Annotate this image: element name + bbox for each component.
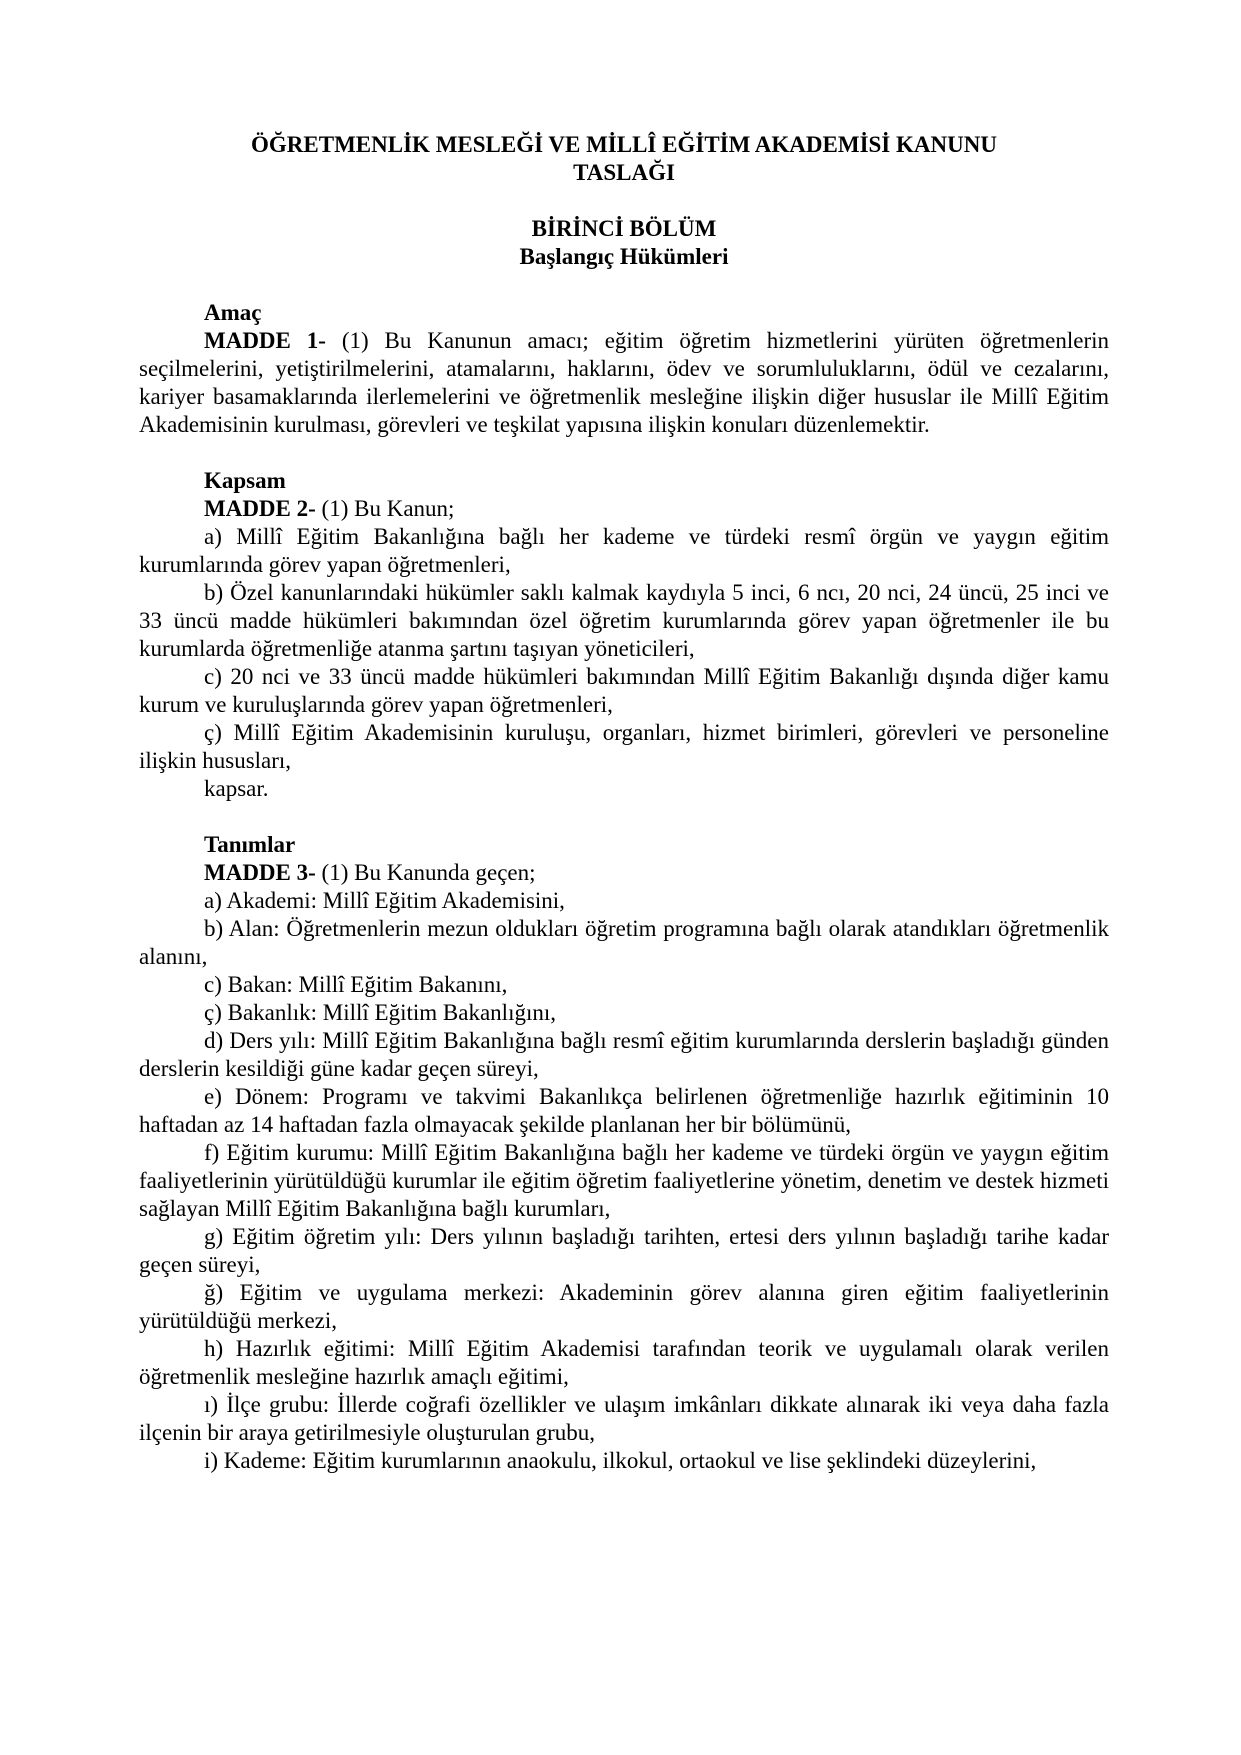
chapter-heading — [139, 215, 1109, 271]
paragraph — [139, 495, 1109, 523]
paragraph-text: c) Bakan: Millî Eğitim Bakanını, — [204, 972, 508, 997]
paragraph-text: g) Eğitim öğretim yılı: Ders yılının başladığı tarihten, ertesi ders yılının başladığı tarihe kadar geçen süreyi, — [139, 1224, 1109, 1277]
section-heading: Amaç — [204, 300, 262, 325]
paragraph-text: h) Hazırlık eğitimi: Millî Eğitim Akademisi tarafından teorik ve uygulamalı olarak verilen öğretmenlik mesleğine hazırlık amaçlı eğitimi, — [139, 1336, 1109, 1389]
paragraph — [139, 1027, 1109, 1083]
paragraph-text: (1) Bu Kanunun amacı; eğitim öğretim hizmetlerini yürüten öğretmenlerin seçilmelerini, yetiştirilmelerini, atamalarını, haklarını, ödev ve sorumluluklarını, ödül ve cezalarını, kariyer basamaklarında ilerlemelerini ve öğretmenlik mesleğine ilişkin diğer hususlar ile Millî Eğitim Akademisinin kurulması, görevleri ve teşkilat yapısına ilişkin konuları düzenlemektir. — [139, 328, 1109, 437]
paragraph-text: i) Kademe: Eğitim kurumlarının anaokulu, ilkokul, ortaokul ve lise şeklindeki düzeylerini, — [204, 1448, 1037, 1473]
paragraph-text: f) Eğitim kurumu: Millî Eğitim Bakanlığına bağlı her kademe ve türdeki örgün ve yaygın eğitim faaliyetlerinin yürütüldüğü kurumlar ile eğitim öğretim faaliyetlerine yönetim, denetim ve destek hizmeti sağlayan Millî Eğitim Bakanlığına bağlı kurumları, — [139, 1140, 1109, 1221]
paragraph — [139, 1139, 1109, 1223]
paragraph-text: a) Millî Eğitim Bakanlığına bağlı her kademe ve türdeki resmî örgün ve yaygın eğitim kurumlarında görev yapan öğretmenleri, — [139, 524, 1109, 577]
article-number: MADDE 2- — [204, 496, 316, 521]
paragraph — [139, 915, 1109, 971]
section — [139, 831, 1109, 1475]
paragraph-text: a) Akademi: Millî Eğitim Akademisini, — [204, 888, 565, 913]
chapter-subtitle: Başlangıç Hükümleri — [519, 244, 729, 269]
paragraph — [139, 1447, 1109, 1475]
paragraph — [139, 1223, 1109, 1279]
paragraph-text: (1) Bu Kanunda geçen; — [315, 860, 536, 885]
paragraph-text: kapsar. — [204, 776, 269, 801]
paragraph — [139, 327, 1109, 439]
paragraph — [139, 859, 1109, 887]
paragraph-text: (1) Bu Kanun; — [315, 496, 455, 521]
paragraph-text: c) 20 nci ve 33 üncü madde hükümleri bakımından Millî Eğitim Bakanlığı dışında diğer kamu kurum ve kuruluşlarında görev yapan öğretmenleri, — [139, 664, 1109, 717]
article-number: MADDE 3- — [204, 860, 316, 885]
paragraph-text: ç) Millî Eğitim Akademisinin kuruluşu, organları, hizmet birimleri, görevleri ve personeline ilişkin hususları, — [139, 720, 1109, 773]
paragraph — [139, 971, 1109, 999]
paragraph-text: ı) İlçe grubu: İllerde coğrafi özellikler ve ulaşım imkânları dikkate alınarak iki veya daha fazla ilçenin bir araya getirilmesiyle oluşturulan grubu, — [139, 1392, 1109, 1445]
paragraph-text: d) Ders yılı: Millî Eğitim Bakanlığına bağlı resmî eğitim kurumlarında derslerin başladığı günden derslerin kesildiği güne kadar geçen süreyi, — [139, 1028, 1109, 1081]
section — [139, 467, 1109, 803]
paragraph — [139, 523, 1109, 579]
paragraph-text: ğ) Eğitim ve uygulama merkezi: Akademinin görev alanına giren eğitim faaliyetlerinin yürütüldüğü merkezi, — [139, 1280, 1109, 1333]
article-number: MADDE 1- — [204, 328, 326, 353]
paragraph — [139, 1391, 1109, 1447]
document-title — [139, 131, 1109, 187]
sections-container — [139, 299, 1109, 1475]
paragraph — [139, 887, 1109, 915]
paragraph — [139, 663, 1109, 719]
section-heading: Kapsam — [204, 468, 286, 493]
title-line-1: ÖĞRETMENLİK MESLEĞİ VE MİLLÎ EĞİTİM AKADEMİSİ KANUNU — [251, 132, 997, 157]
paragraph-text: b) Özel kanunlarındaki hükümler saklı kalmak kaydıyla 5 inci, 6 ncı, 20 nci, 24 üncü, 25 inci ve 33 üncü madde hükümleri bakımından özel öğretim kurumlarında görev yapan öğretmenler ile bu kurumlarda öğretmenliğe atanma şartını taşıyan yöneticileri, — [139, 580, 1109, 661]
title-line-2: TASLAĞI — [573, 160, 675, 185]
section-heading: Tanımlar — [204, 832, 296, 857]
paragraph-text: ç) Bakanlık: Millî Eğitim Bakanlığını, — [204, 1000, 556, 1025]
paragraph — [139, 1083, 1109, 1139]
paragraph — [139, 579, 1109, 663]
paragraph — [139, 775, 1109, 803]
paragraph-text: b) Alan: Öğretmenlerin mezun oldukları öğretim programına bağlı olarak atandıkları öğretmenlik alanını, — [139, 916, 1109, 969]
section — [139, 299, 1109, 439]
chapter-number: BİRİNCİ BÖLÜM — [531, 216, 717, 241]
paragraph — [139, 999, 1109, 1027]
paragraph — [139, 719, 1109, 775]
paragraph-text: e) Dönem: Programı ve takvimi Bakanlıkça belirlenen öğretmenliğe hazırlık eğitiminin 10 haftadan az 14 haftadan fazla olmayacak şekilde planlanan her bir bölümünü, — [139, 1084, 1109, 1137]
paragraph — [139, 1335, 1109, 1391]
paragraph — [139, 1279, 1109, 1335]
